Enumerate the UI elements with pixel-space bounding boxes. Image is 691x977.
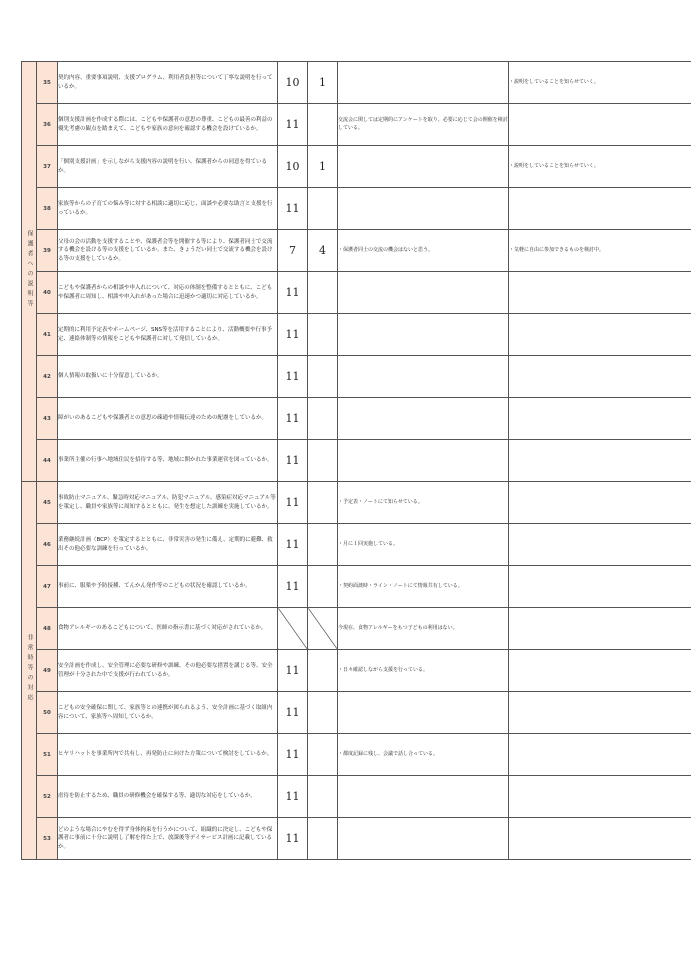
question-text: ヒヤリハットを事業所内で共有し、再発防止に向けた方策について検討をしているか。 <box>58 734 278 776</box>
yes-count: 11 <box>278 566 308 608</box>
yes-count: 11 <box>278 776 308 818</box>
row-number: 38 <box>37 188 58 230</box>
no-count <box>308 356 338 398</box>
question-text: 個別支援計画を作成する際には、こどもや保護者の意思の尊重、こどもの最善の利益の優先考慮の観点を踏まえて、こどもや家族の意向を確認する機会を設けているか。 <box>58 104 278 146</box>
row-number: 37 <box>37 146 58 188</box>
improvement-response <box>509 734 691 776</box>
no-count <box>308 734 338 776</box>
yes-count: 11 <box>278 818 308 860</box>
no-count <box>308 818 338 860</box>
row-number: 47 <box>37 566 58 608</box>
yes-count: 11 <box>278 314 308 356</box>
yes-count: 11 <box>278 650 308 692</box>
yes-count: 11 <box>278 524 308 566</box>
no-count <box>308 314 338 356</box>
improvement-response <box>509 776 691 818</box>
staff-note <box>338 188 509 230</box>
table-row <box>22 692 691 734</box>
question-text: 家族等からの子育ての悩み等に対する相談に適切に応じ、面談や必要な助言と支援を行っているか。 <box>58 188 278 230</box>
improvement-response <box>509 566 691 608</box>
table-row <box>22 776 691 818</box>
no-count <box>308 524 338 566</box>
no-count <box>308 776 338 818</box>
no-count <box>308 188 338 230</box>
improvement-response <box>509 104 691 146</box>
staff-note: ・保護者同士の交流の機会はないと思う。 <box>338 230 509 272</box>
no-count <box>308 398 338 440</box>
improvement-response <box>509 818 691 860</box>
yes-count: 7 <box>278 230 308 272</box>
no-count: 4 <box>308 230 338 272</box>
table-row <box>22 440 691 482</box>
table-row <box>22 524 691 566</box>
row-number: 53 <box>37 818 58 860</box>
row-number: 49 <box>37 650 58 692</box>
staff-note <box>338 818 509 860</box>
no-count-not-applicable <box>308 608 338 650</box>
row-number: 35 <box>37 62 58 104</box>
row-number: 36 <box>37 104 58 146</box>
row-number: 46 <box>37 524 58 566</box>
row-number: 41 <box>37 314 58 356</box>
question-text: 障がいのあるこどもや保護者との意思の疎通や情報伝達のための配慮をしているか。 <box>58 398 278 440</box>
staff-note: 交流会に関しては定期的にアンケートを取り、必要に応じて会の開催を検討している。 <box>338 104 509 146</box>
table-row <box>22 230 691 272</box>
table-row <box>22 356 691 398</box>
improvement-response <box>509 524 691 566</box>
table-row <box>22 62 691 104</box>
row-number: 42 <box>37 356 58 398</box>
question-text: 契約内容、重要事項説明、支援プログラム、利用者負担等について丁寧な説明を行っているか。 <box>58 62 278 104</box>
table-row <box>22 818 691 860</box>
no-count <box>308 440 338 482</box>
yes-count: 10 <box>278 62 308 104</box>
table-row <box>22 608 691 650</box>
yes-count: 10 <box>278 146 308 188</box>
section-label-cell <box>22 62 37 482</box>
staff-note <box>338 356 509 398</box>
yes-count: 11 <box>278 188 308 230</box>
row-number: 51 <box>37 734 58 776</box>
staff-note <box>338 314 509 356</box>
question-text: どのような場合にやむを得ず身体拘束を行うかについて、組織的に決定し、こどもや保護者に事前に十分に説明し了解を得た上で、放課後等デイサービス計画に記載しているか。 <box>58 818 278 860</box>
row-number: 48 <box>37 608 58 650</box>
table-row <box>22 398 691 440</box>
no-count <box>308 650 338 692</box>
improvement-response <box>509 314 691 356</box>
row-number: 40 <box>37 272 58 314</box>
no-count <box>308 482 338 524</box>
table-row <box>22 566 691 608</box>
yes-count: 11 <box>278 398 308 440</box>
yes-count: 11 <box>278 104 308 146</box>
section-label: 非常時等の対応 <box>26 633 33 704</box>
section-label-cell <box>22 482 37 860</box>
evaluation-table <box>21 61 691 860</box>
row-number: 43 <box>37 398 58 440</box>
row-number: 45 <box>37 482 58 524</box>
row-number: 44 <box>37 440 58 482</box>
row-number: 50 <box>37 692 58 734</box>
no-count <box>308 272 338 314</box>
no-count: 1 <box>308 62 338 104</box>
table-row <box>22 146 691 188</box>
staff-note: ・月に１回実施している。 <box>338 524 509 566</box>
improvement-response <box>509 272 691 314</box>
table-row <box>22 314 691 356</box>
table-row <box>22 188 691 230</box>
yes-count: 11 <box>278 482 308 524</box>
table-row <box>22 272 691 314</box>
yes-count: 11 <box>278 272 308 314</box>
staff-note <box>338 62 509 104</box>
staff-note <box>338 272 509 314</box>
staff-note: ・予定表・ノートにて知らせている。 <box>338 482 509 524</box>
no-count <box>308 104 338 146</box>
yes-count: 11 <box>278 440 308 482</box>
table-row <box>22 734 691 776</box>
staff-note: ・契約面談時・ライン・ノートにて情報共有している。 <box>338 566 509 608</box>
question-text: 業務継続計画（BCP）を策定するとともに、非常災害の発生に備え、定期的に避難、救出その他必要な訓練を行っているか。 <box>58 524 278 566</box>
question-text: 事故防止マニュアル、緊急時対応マニュアル、防犯マニュアル、感染症対応マニュアル等を策定し、職員や家族等に周知するとともに、発生を想定した訓練を実施しているか。 <box>58 482 278 524</box>
improvement-response: ・説明をしていることを知らせていく。 <box>509 62 691 104</box>
staff-note <box>338 692 509 734</box>
improvement-response <box>509 356 691 398</box>
improvement-response <box>509 608 691 650</box>
table-row <box>22 482 691 524</box>
improvement-response: ・気軽に自由に参加できるものを検討中。 <box>509 230 691 272</box>
no-count: 1 <box>308 146 338 188</box>
improvement-response <box>509 398 691 440</box>
question-text: 「個別支援計画」を示しながら支援内容の説明を行い、保護者からの同意を得ているか。 <box>58 146 278 188</box>
improvement-response <box>509 440 691 482</box>
improvement-response: ・説明をしていることを知らせていく。 <box>509 146 691 188</box>
yes-count: 11 <box>278 734 308 776</box>
improvement-response <box>509 650 691 692</box>
question-text: 父母の会の活動を支援することや、保護者会等を開催する等により、保護者同士で交流する機会を設ける等の支援をしているか。また、きょうだい同士で交流する機会を設ける等の支援をしているか。 <box>58 230 278 272</box>
yes-count-not-applicable <box>278 608 308 650</box>
question-text: 個人情報の取扱いに十分留意しているか。 <box>58 356 278 398</box>
table-row <box>22 650 691 692</box>
staff-note: ・日々確認しながら支援を行っている。 <box>338 650 509 692</box>
improvement-response <box>509 692 691 734</box>
question-text: 定期的に利用予定表やホームページ、SNS等を活用することにより、活動概要や行事予定、連絡体制等の情報をこどもや保護者に対して発信しているか。 <box>58 314 278 356</box>
question-text: こどもや保護者からの相談や申入れについて、対応の体制を整備するとともに、こどもや保護者に周知し、相談や申入れがあった場合に迅速かつ適切に対応しているか。 <box>58 272 278 314</box>
question-text: 事業所主催の行事へ地域住民を招待する等、地域に開かれた事業運営を図っているか。 <box>58 440 278 482</box>
staff-note <box>338 440 509 482</box>
table-row <box>22 104 691 146</box>
question-text: 安全計画を作成し、安全管理に必要な研修や訓練、その他必要な措置を講じる等、安全管理が十分された中で支援が行われているか。 <box>58 650 278 692</box>
row-number: 39 <box>37 230 58 272</box>
question-text: 虐待を防止するため、職員の研修機会を確保する等、適切な対応をしているか。 <box>58 776 278 818</box>
staff-note: ・都度記録に残し、会議で話し合っている。 <box>338 734 509 776</box>
no-count <box>308 692 338 734</box>
section-label: 保護者への説明等 <box>26 229 33 310</box>
staff-note <box>338 776 509 818</box>
improvement-response <box>509 482 691 524</box>
row-number: 52 <box>37 776 58 818</box>
improvement-response <box>509 188 691 230</box>
question-text: 事前に、服薬や予防接種、てんかん発作等のこどもの状況を確認しているか。 <box>58 566 278 608</box>
yes-count: 11 <box>278 692 308 734</box>
staff-note: 今現在、食物アレルギーをもつ子どもの利用はない。 <box>338 608 509 650</box>
staff-note <box>338 146 509 188</box>
no-count <box>308 566 338 608</box>
staff-note <box>338 398 509 440</box>
question-text: 食物アレルギーのあるこどもについて、医師の指示書に基づく対応がされているか。 <box>58 608 278 650</box>
question-text: こどもの安全確保に関して、家族等との連携が図られるよう、安全計画に基づく取組内容について、家族等へ周知しているか。 <box>58 692 278 734</box>
yes-count: 11 <box>278 356 308 398</box>
